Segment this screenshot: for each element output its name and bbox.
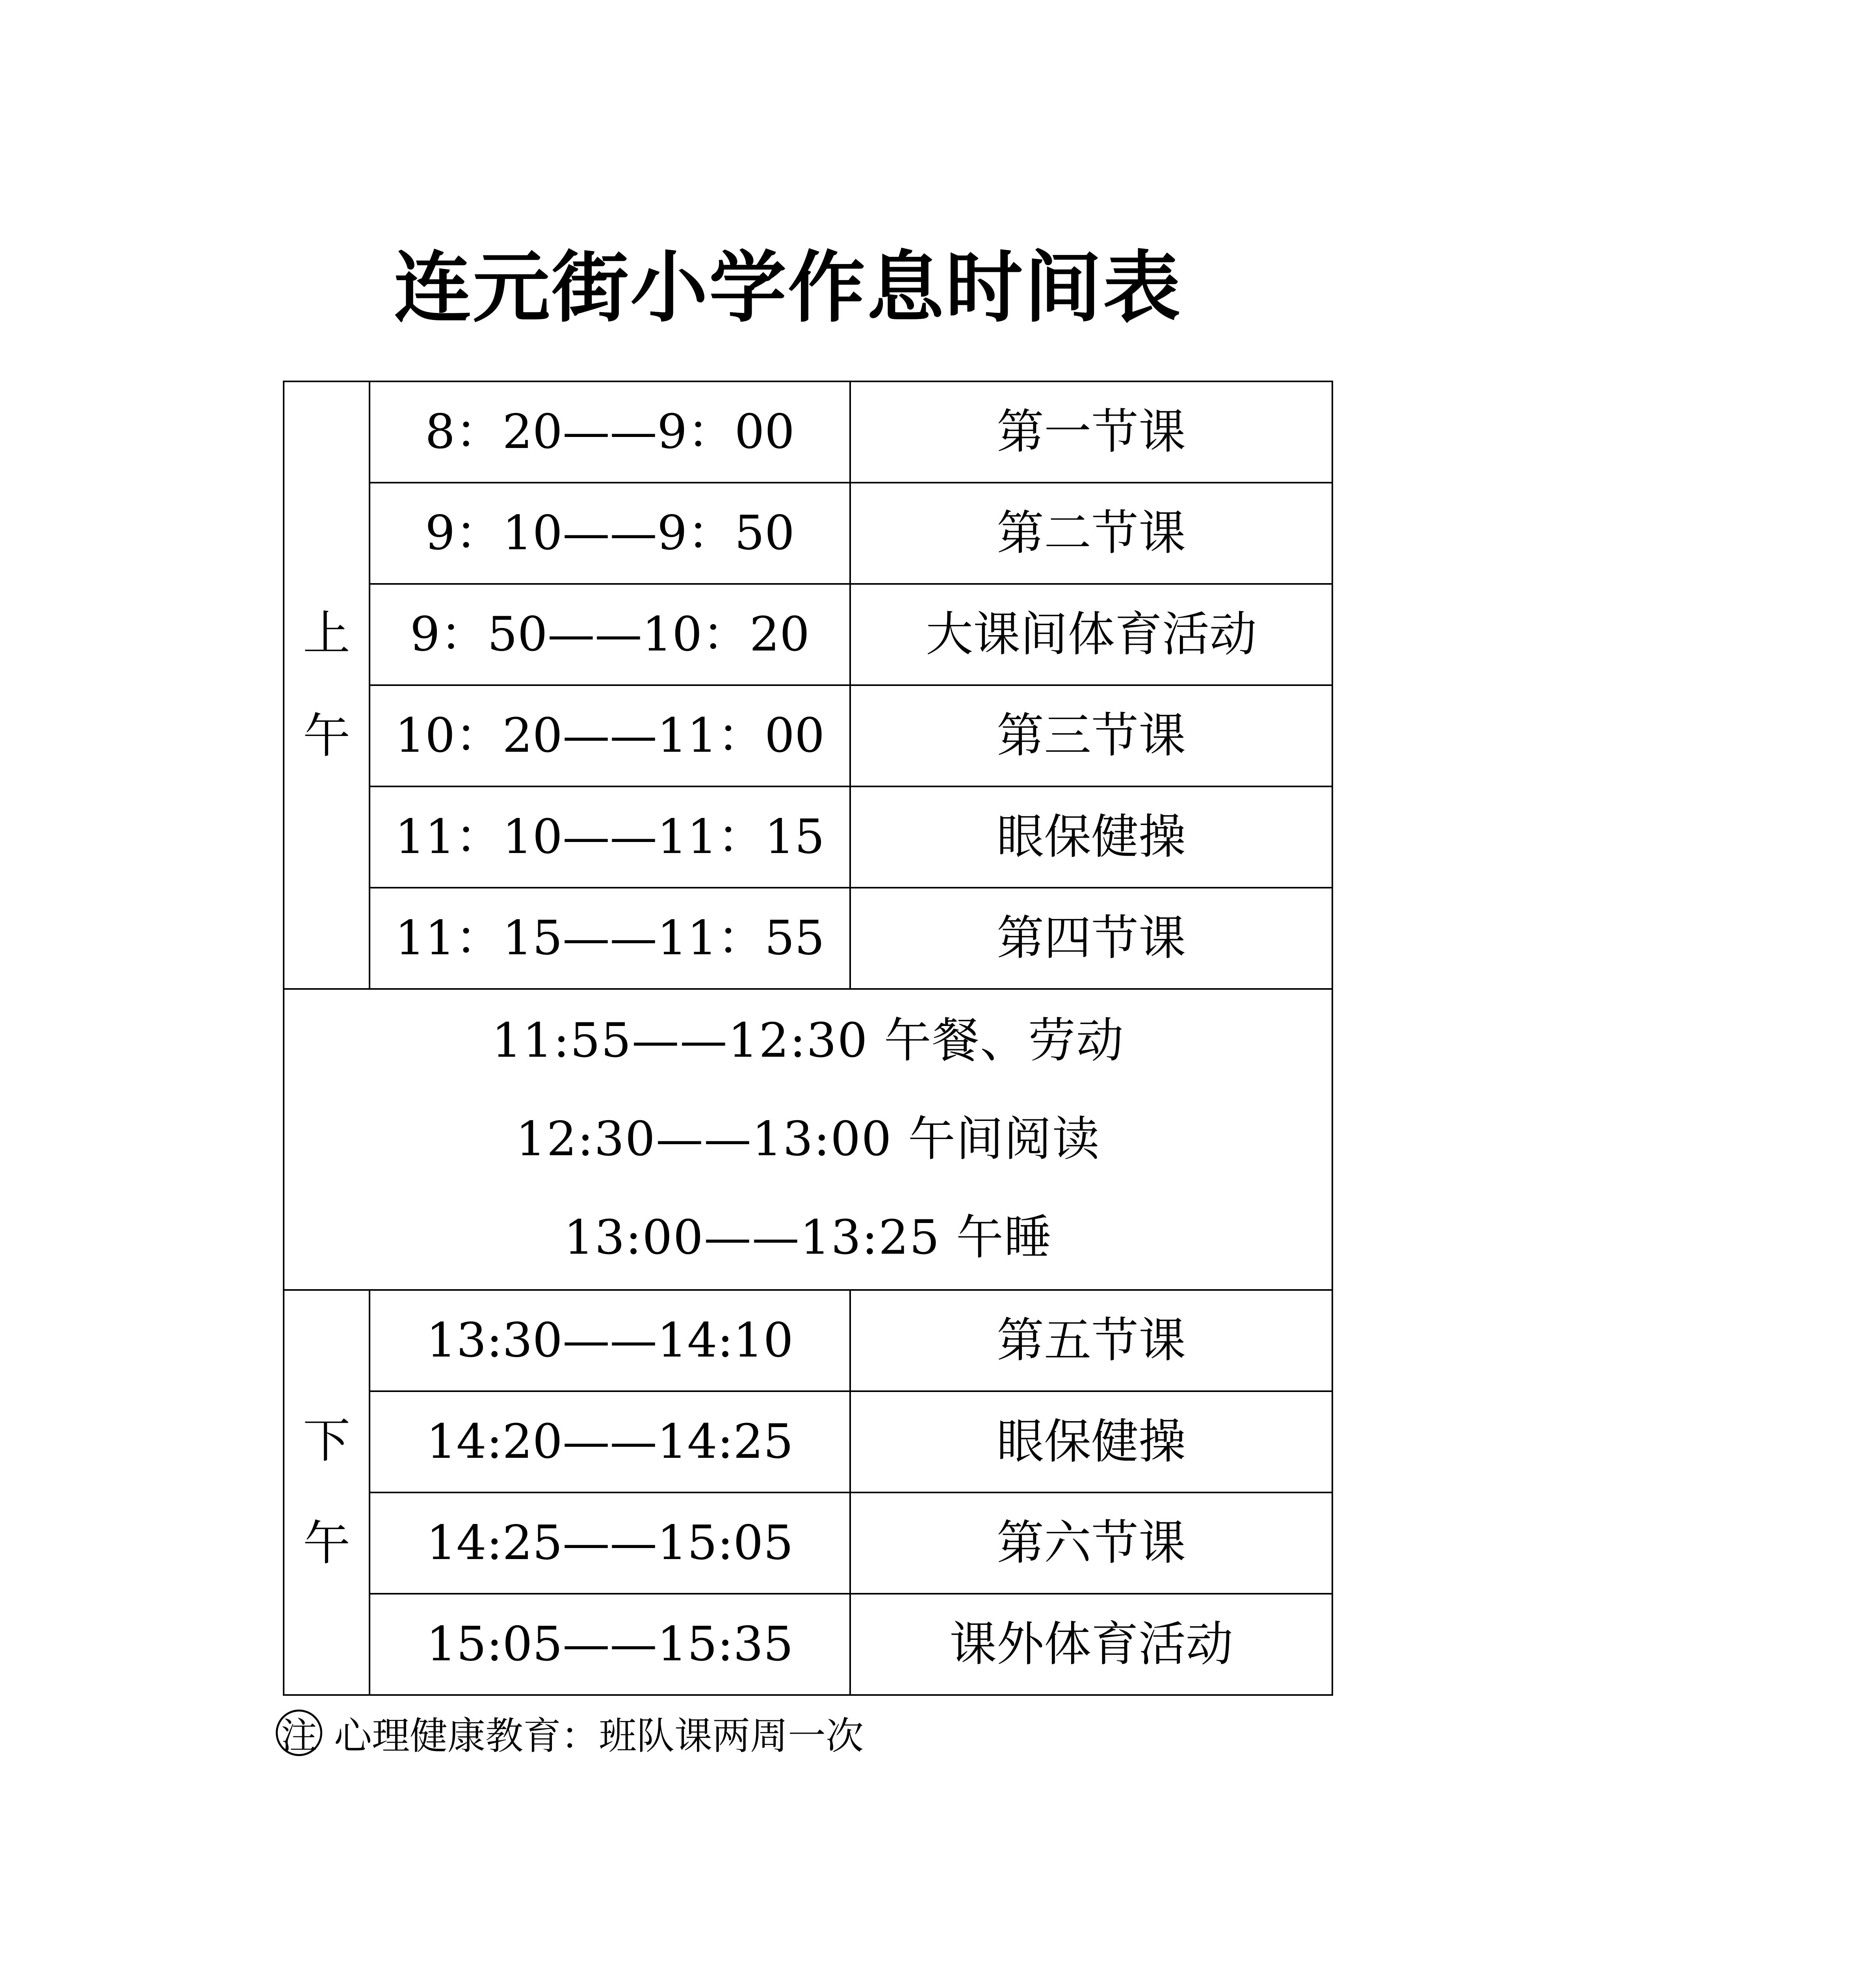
time-cell: 11：10——11：15 — [370, 786, 850, 888]
period-cell-morning — [284, 381, 370, 989]
activity-cell: 课外体育活动 — [850, 1594, 1332, 1695]
time-cell: 8：20——9：00 — [370, 381, 850, 483]
table-row — [284, 786, 1332, 888]
activity-cell: 第五节课 — [850, 1290, 1332, 1391]
table-row — [284, 685, 1332, 786]
table-row — [284, 1594, 1332, 1695]
note-text: 心理健康教育：班队课两周一次 — [334, 1714, 864, 1758]
table-row — [284, 1492, 1332, 1594]
activity-cell: 第一节课 — [850, 381, 1332, 483]
page-title: 连元街小学作息时间表 — [394, 242, 1182, 333]
activity-cell: 眼保健操 — [850, 786, 1332, 888]
table-row — [284, 483, 1332, 584]
schedule-table — [283, 381, 1333, 1696]
note-badge: 注 — [276, 1710, 322, 1756]
table-row — [284, 584, 1332, 685]
period-label-afternoon: 下午 — [303, 1414, 350, 1571]
table-row — [284, 888, 1332, 989]
activity-cell: 第四节课 — [850, 888, 1332, 989]
time-cell: 11：15——11：55 — [370, 888, 850, 989]
time-cell: 13:30——14:10 — [370, 1290, 850, 1391]
period-cell-afternoon — [284, 1290, 370, 1695]
time-cell: 14:25——15:05 — [370, 1492, 850, 1594]
footnote — [276, 1705, 864, 1760]
noon-line: 13:00——13:25 午睡 — [564, 1210, 1052, 1265]
noon-line: 11:55——12:30 午餐、劳动 — [492, 1013, 1124, 1068]
noon-row — [284, 989, 1332, 1290]
time-cell: 9：10——9：50 — [370, 483, 850, 584]
activity-cell: 第六节课 — [850, 1492, 1332, 1594]
period-label-morning: 上午 — [303, 606, 350, 764]
table-row — [284, 1290, 1332, 1391]
table-row — [284, 1391, 1332, 1492]
activity-cell: 第三节课 — [850, 685, 1332, 786]
table-row — [284, 381, 1332, 483]
time-cell: 14:20——14:25 — [370, 1391, 850, 1492]
noon-cell — [284, 989, 1332, 1290]
time-cell: 9：50——10：20 — [370, 584, 850, 685]
time-cell: 15:05——15:35 — [370, 1594, 850, 1695]
activity-cell: 第二节课 — [850, 483, 1332, 584]
activity-cell: 眼保健操 — [850, 1391, 1332, 1492]
time-cell: 10：20——11：00 — [370, 685, 850, 786]
activity-cell: 大课间体育活动 — [850, 584, 1332, 685]
noon-line: 12:30——13:00 午间阅读 — [516, 1112, 1100, 1167]
